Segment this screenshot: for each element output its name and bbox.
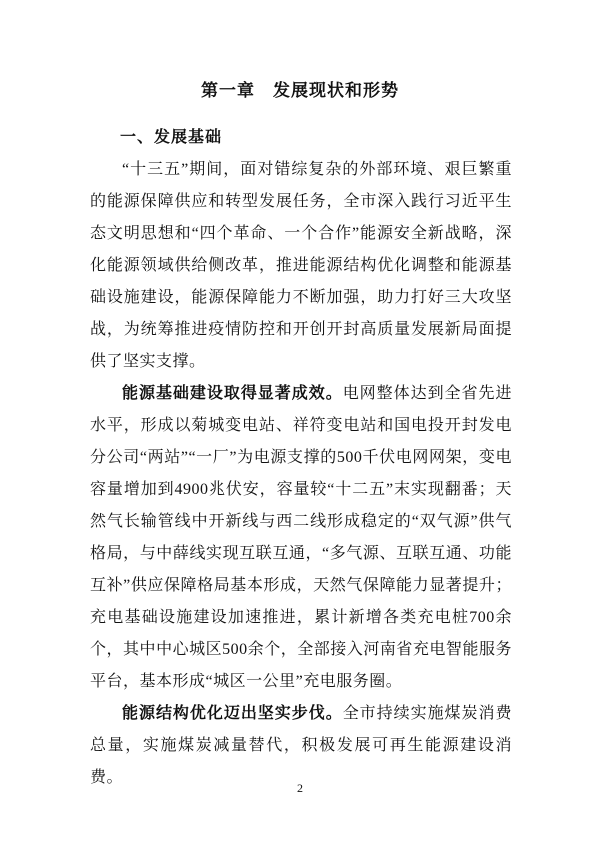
content-area [0, 102, 600, 794]
paragraph-text: 全市持续实施煤炭消费总量，实施煤炭减量替代，积极发展可再生能源建设消费。 [90, 705, 512, 786]
paragraph-container [90, 150, 512, 794]
page-number: 2 [297, 781, 303, 795]
paragraph-lead: 能源结构优化迈出坚实步伐。 [122, 705, 343, 722]
paragraph [90, 698, 512, 794]
chapter-title: 第一章 发展现状和形势 [201, 81, 399, 100]
paragraph-lead: 能源基础建设取得显著成效。 [122, 385, 343, 402]
paragraph-text: 电网整体达到全省先进水平，形成以菊城变电站、祥符变电站和国电投开封发电分公司“两站”“一厂”为电源支撑的500千伏电网网架，变电容量增加到4900兆伏安，容量较“十二五”末实现翻番；天然气长输管线中开新线与西二线形成稳定的“双气源”供气格局，与中薛线实现互联互通，“多气源、互联互通、功能互补”供应保障格局基本形成，天然气保障能力显著提升；充电基础设施建设加速推进，累计新增各类充电桩700余个，其中中心城区500余个，全部接入河南省充电智能服务平台，基本形成“城区一公里”充电服务圈。 [90, 385, 512, 690]
section-heading: 一、发展基础 [120, 129, 223, 146]
paragraph [90, 378, 512, 698]
paragraph-text: “十三五”期间，面对错综复杂的外部环境、艰巨繁重的能源保障供应和转型发展任务，全市深入践行习近平生态文明思想和“四个革命、一个合作”能源安全新战略，深化能源领域供给侧改革，推进能源结构优化调整和能源基础设施建设，能源保障能力不断加强，助力打好三大攻坚战，为统筹推进疫情防控和开创开封高质量发展新局面提供了坚实支撑。 [90, 161, 512, 370]
paragraph [90, 154, 512, 378]
